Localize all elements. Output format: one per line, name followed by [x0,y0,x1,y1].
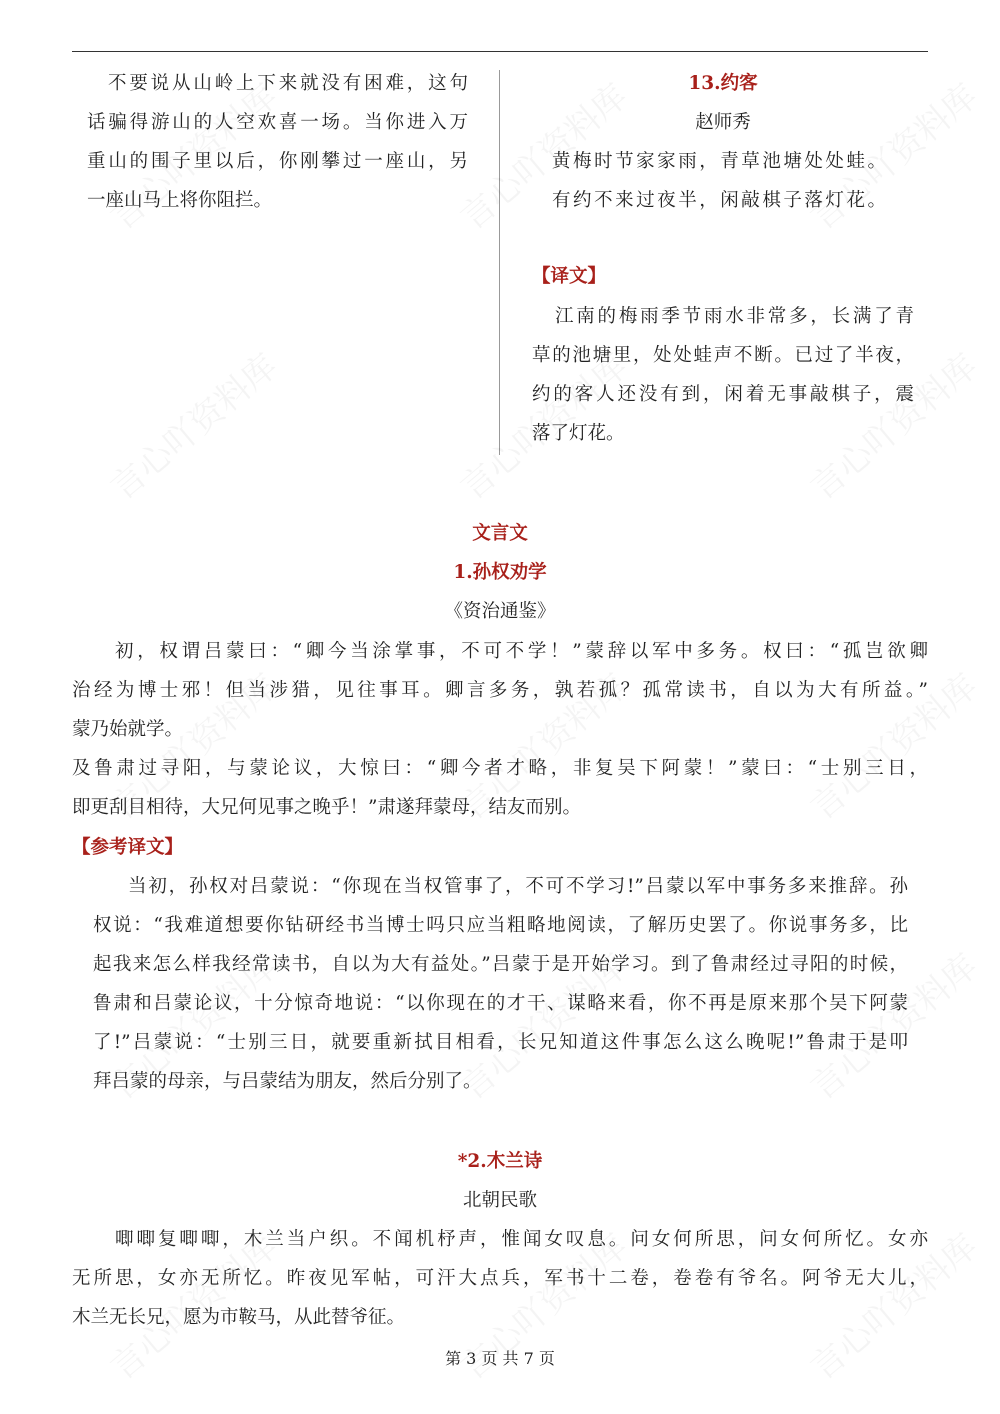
poem-line: 黄梅时节家家雨，青草池塘处处蛙。 [552,151,886,172]
translation-line: 鲁肃和吕蒙论议，十分惊奇地说：“以你现在的才干、谋略来看，你不再是原来那个吴下阿蒙 [93,993,908,1014]
translation-line: 草的池塘里，处处蛙声不断。已过了半夜， [532,345,914,366]
text-line: 即更刮目相待，大兄何见事之晚乎！”肃遂拜蒙母，结友而别。 [72,797,581,818]
translation-line: 拜吕蒙的母亲，与吕蒙结为朋友，然后分别了。 [93,1071,482,1092]
text-line: 无所思，女亦无所忆。昨夜见军帖，可汗大点兵，军书十二卷，卷卷有爷名。阿爷无大儿， [72,1268,928,1289]
watermark [98,340,286,509]
poem-line: 有约不来过夜半，闲敲棋子落灯花。 [552,190,886,211]
translation-line: 起我来怎么样我经常读书，自以为大有益处。”吕蒙于是开始学习。到了鲁肃经过寻阳的时候， [93,954,908,975]
header-rule [72,51,928,52]
text-line: 治经为博士邪！但当涉猎，见往事耳。卿言多务，孰若孤？孤常读书，自以为大有所益。” [72,680,928,701]
text-line: 一座山马上将你阻拦。 [87,190,273,211]
piece-title: *2.木兰诗 [457,1151,543,1172]
translation-label: 【参考译文】 [72,837,184,858]
translation-line: 约的客人还没有到，闲着无事敲棋子，震 [532,384,914,405]
text-line: 木兰无长兄，愿为市鞍马，从此替爷征。 [72,1307,406,1328]
text-line: 初，权谓吕蒙曰：“卿今当涂掌事，不可不学！”蒙辞以军中多务。权曰：“孤岂欲卿 [115,641,928,662]
text-line: 及鲁肃过寻阳，与蒙论议，大惊曰：“卿今者才略，非复吴下阿蒙！”蒙曰：“士别三日， [72,758,928,779]
text-line: 不要说从山岭上下来就没有困难，这句 [108,73,468,94]
piece-source: 《资治通鉴》 [444,601,556,622]
poem-author: 赵师秀 [695,112,751,133]
piece-title: 1.孙权劝学 [453,562,547,583]
page-footer: 第 3 页 共 7 页 [445,1349,555,1368]
text-line: 重山的围子里以后，你刚攀过一座山，另 [87,151,468,172]
text-line: 话骗得游山的人空欢喜一场。当你进入万 [87,112,468,133]
section-heading: 文言文 [472,523,528,544]
translation-line: 江南的梅雨季节雨水非常多，长满了青 [555,306,914,327]
translation-line: 了!”吕蒙说：“士别三日，就要重新拭目相看，长兄知道这件事怎么这么晚呢!”鲁肃于是叩 [93,1032,908,1053]
translation-label: 【译文】 [532,266,607,287]
piece-source: 北朝民歌 [462,1190,537,1211]
column-divider [499,70,500,455]
poem-title: 13.约客 [688,73,758,94]
translation-line: 当初，孙权对吕蒙说：“你现在当权管事了，不可不学习!”吕蒙以军中事务多来推辞。孙 [128,876,908,897]
translation-line: 落了灯花。 [532,423,625,444]
text-line: 蒙乃始就学。 [72,719,184,740]
translation-line: 权说：“我难道想要你钻研经书当博士吗只应当粗略地阅读，了解历史罢了。你说事务多，比 [93,915,908,936]
text-line: 唧唧复唧唧，木兰当户织。不闻机杼声，惟闻女叹息。问女何所思，问女何所忆。女亦 [115,1229,928,1250]
